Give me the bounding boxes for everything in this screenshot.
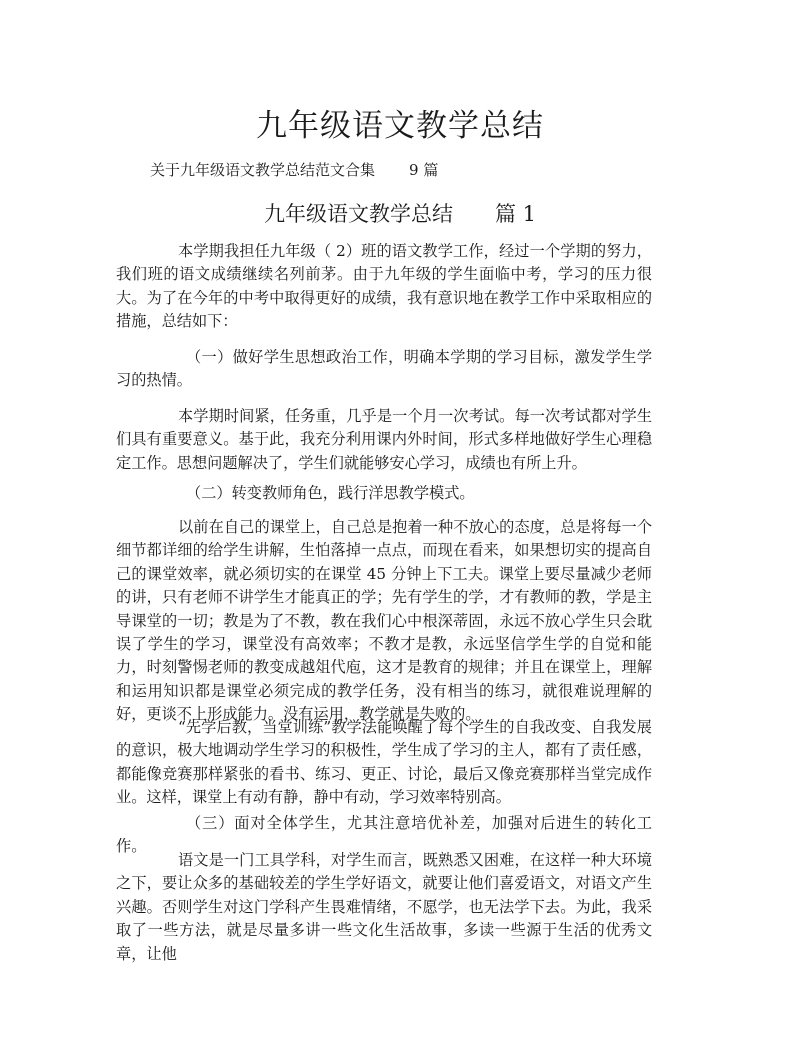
subtitle-text: 关于九年级语文教学总结范文合集 [150, 161, 376, 179]
section-title-number: 篇 1 [494, 202, 537, 226]
section-title-text: 九年级语文教学总结 [263, 202, 453, 226]
document-title: 九年级语文教学总结 [256, 108, 544, 144]
paragraph-two: 以前在自己的课堂上，自己总是抱着一种不放心的态度，总是将每一个细节都详细的给学生讲解，生怕落掉一点点，而现在看来，如果想切实的提高自己的课堂效率，就必须切实的在课堂 45 分钟上下工夫。课堂上要尽量减少老师的讲，只有老师不讲学生才能真正的学；先有学生的学，才有教师的教，学是主导课堂的一切；教是为了不教，教在我们心中根深蒂固，永远不放心学生只会耽误了学生的学习，课堂没有高效率；不教才是教，永远坚信学生学的自觉和能力，时刻警惕老师的教变成越俎代庖，这才是教育的规律；并且在课堂上，理解和运用知识都是课堂必须完成的教学任务，没有相当的练习，就很难说理解的好，更谈不上形成能力。没有运用，教学就是失败的。 [116, 518, 652, 724]
section-title [0, 198, 800, 228]
paragraph-one: 本学期时间紧，任务重，几乎是一个月一次考试。每一次考试都对学生们具有重要意义。基于此，我充分利用课内外时间，形式多样地做好学生心理稳定工作。思想问题解决了，学生们就能够安心学习，成绩也有所上升。 [116, 407, 652, 472]
heading-one: （一）做好学生思想政治工作，明确本学期的学习目标，激发学生学习的热情。 [116, 348, 652, 390]
paragraph-four: 语文是一门工具学科，对学生而言，既熟悉又困难，在这样一种大环境之下，要让众多的基础较差的学生学好语文，就要让他们喜爱语文，对语文产生兴趣。否则学生对这门学科产生畏难情绪，不愿学，也无法学下去。为此，我采取了一些方法，就是尽量多讲一些文化生活故事，多读一些源于生活的优秀文章，让他 [116, 851, 652, 963]
document-subtitle [150, 159, 438, 180]
paragraph-intro: 本学期我担任九年级（ 2）班的语文教学工作，经过一个学期的努力，我们班的语文成绩继续名列前茅。由于九年级的学生面临中考，学习的压力很大。为了在今年的中考中取得更好的成绩，我有意识地在教学工作中采取相应的措施，总结如下： [116, 242, 652, 331]
subtitle-count: 9 篇 [409, 161, 439, 179]
heading-two: （二）转变教师角色，践行洋思教学模式。 [186, 484, 475, 502]
paragraph-three: “先学后教，当堂训练”教学法能唤醒了每个学生的自我改变、自我发展的意识，极大地调动学生学习的积极性，学生成了学习的主人，都有了责任感，都能像竞赛那样紧张的看书、练习、更正、讨论，最后又像竞赛那样当堂完成作业。这样，课堂上有动有静，静中有动，学习效率特别高。 [116, 718, 652, 807]
heading-three: （三）面对全体学生，尤其注意培优补差，加强对后进生的转化工作。 [116, 814, 652, 856]
